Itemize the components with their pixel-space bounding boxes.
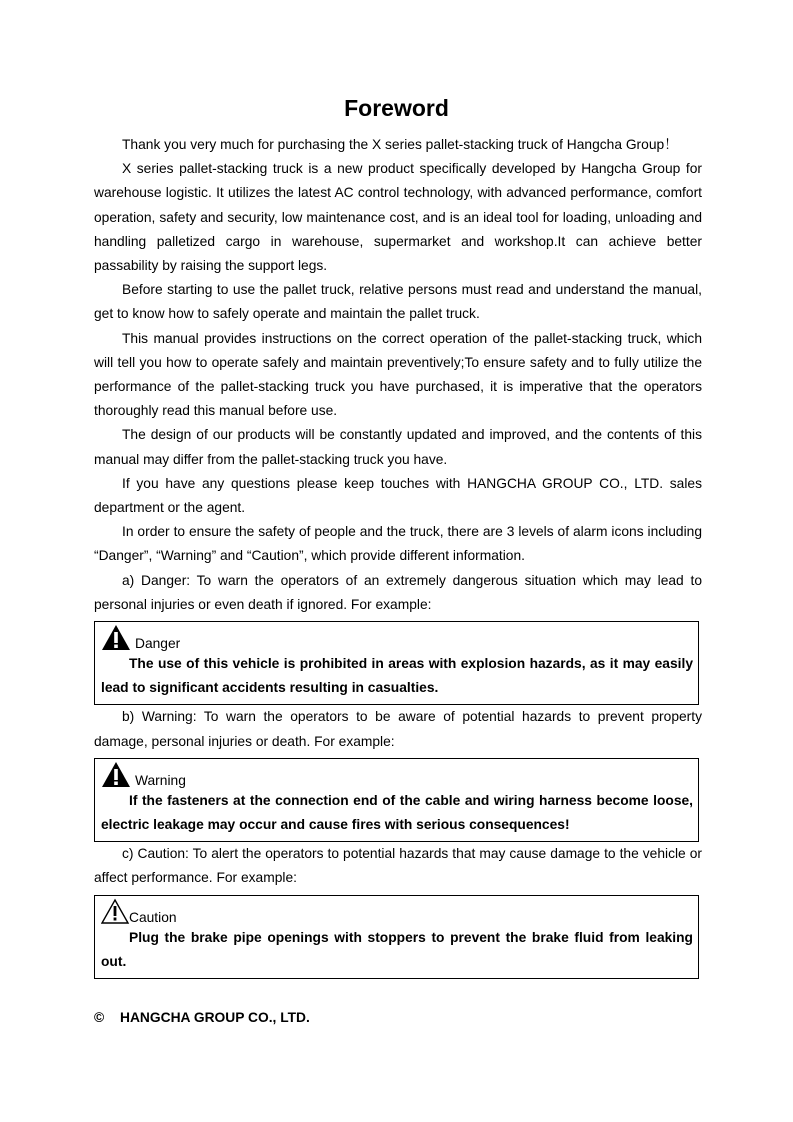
foreword-body — [94, 133, 702, 979]
paragraph-product-intro: X series pallet-stacking truck is a new product specifically developed by Hangcha Group for warehouse logistic. It utilizes the latest AC control technology, with advanced performance, comfort operation, safety and security, low maintenance cost, and is an ideal tool for loading, unloading and handling palletized cargo in warehouse, supermarket and workshop.It can achieve better passability by raising the support legs. — [94, 161, 702, 274]
caution-box — [94, 895, 699, 979]
danger-text: The use of this vehicle is prohibited in areas with explosion hazards, as it may easily lead to significant accidents resulting in casualties. — [101, 656, 693, 696]
copyright-symbol: © — [94, 1010, 105, 1025]
warning-text: If the fasteners at the connection end of the cable and wiring harness become loose, electric leakage may occur and cause fires with serious consequences! — [101, 792, 693, 833]
warning-intro: b) Warning: To warn the operators to be aware of potential hazards to prevent property damage, personal injuries or death. For example: — [94, 709, 702, 749]
page-title: Foreword — [344, 95, 449, 121]
caution-label: Caution — [129, 909, 177, 925]
company-name: HANGCHA GROUP CO., LTD. — [120, 1010, 310, 1025]
paragraph-contact: If you have any questions please keep touches with HANGCHA GROUP CO., LTD. sales department or the agent. — [94, 475, 702, 516]
paragraph-alarm-levels: In order to ensure the safety of people and the truck, there are 3 levels of alarm icons including “Danger”, “Warning” and “Caution”, which provide different information. — [94, 524, 702, 564]
paragraph-design-updates: The design of our products will be constantly updated and improved, and the contents of this manual may differ from the pallet-stacking truck you have. — [94, 427, 702, 467]
warning-box — [94, 758, 699, 842]
warning-label: Warning — [135, 772, 186, 788]
danger-box — [94, 621, 699, 705]
caution-intro: c) Caution: To alert the operators to potential hazards that may cause damage to the vehicle or affect performance. For example: — [94, 846, 702, 886]
danger-label: Danger — [135, 636, 181, 652]
caution-text: Plug the brake pipe openings with stoppers to prevent the brake fluid from leaking out. — [101, 929, 693, 969]
warning-icon — [101, 761, 131, 789]
copyright-footer — [94, 1007, 310, 1029]
caution-icon — [101, 898, 131, 926]
danger-icon — [101, 624, 131, 652]
danger-intro: a) Danger: To warn the operators of an extremely dangerous situation which may lead to personal injuries or even death if ignored. For example: — [94, 572, 702, 612]
paragraph-thanks: Thank you very much for purchasing the X series pallet-stacking truck of Hangcha Group！ — [122, 137, 678, 152]
paragraph-manual-purpose: This manual provides instructions on the correct operation of the pallet-stacking truck, which will tell you how to operate safely and maintain preventively;To ensure safety and to fully utilize the performance of the pallet-stacking truck you have purchased, it is imperative that the operators thoroughly read this manual before use. — [94, 330, 702, 419]
paragraph-read-manual: Before starting to use the pallet truck, relative persons must read and understand the manual, get to know how to safely operate and maintain the pallet truck. — [94, 282, 702, 322]
